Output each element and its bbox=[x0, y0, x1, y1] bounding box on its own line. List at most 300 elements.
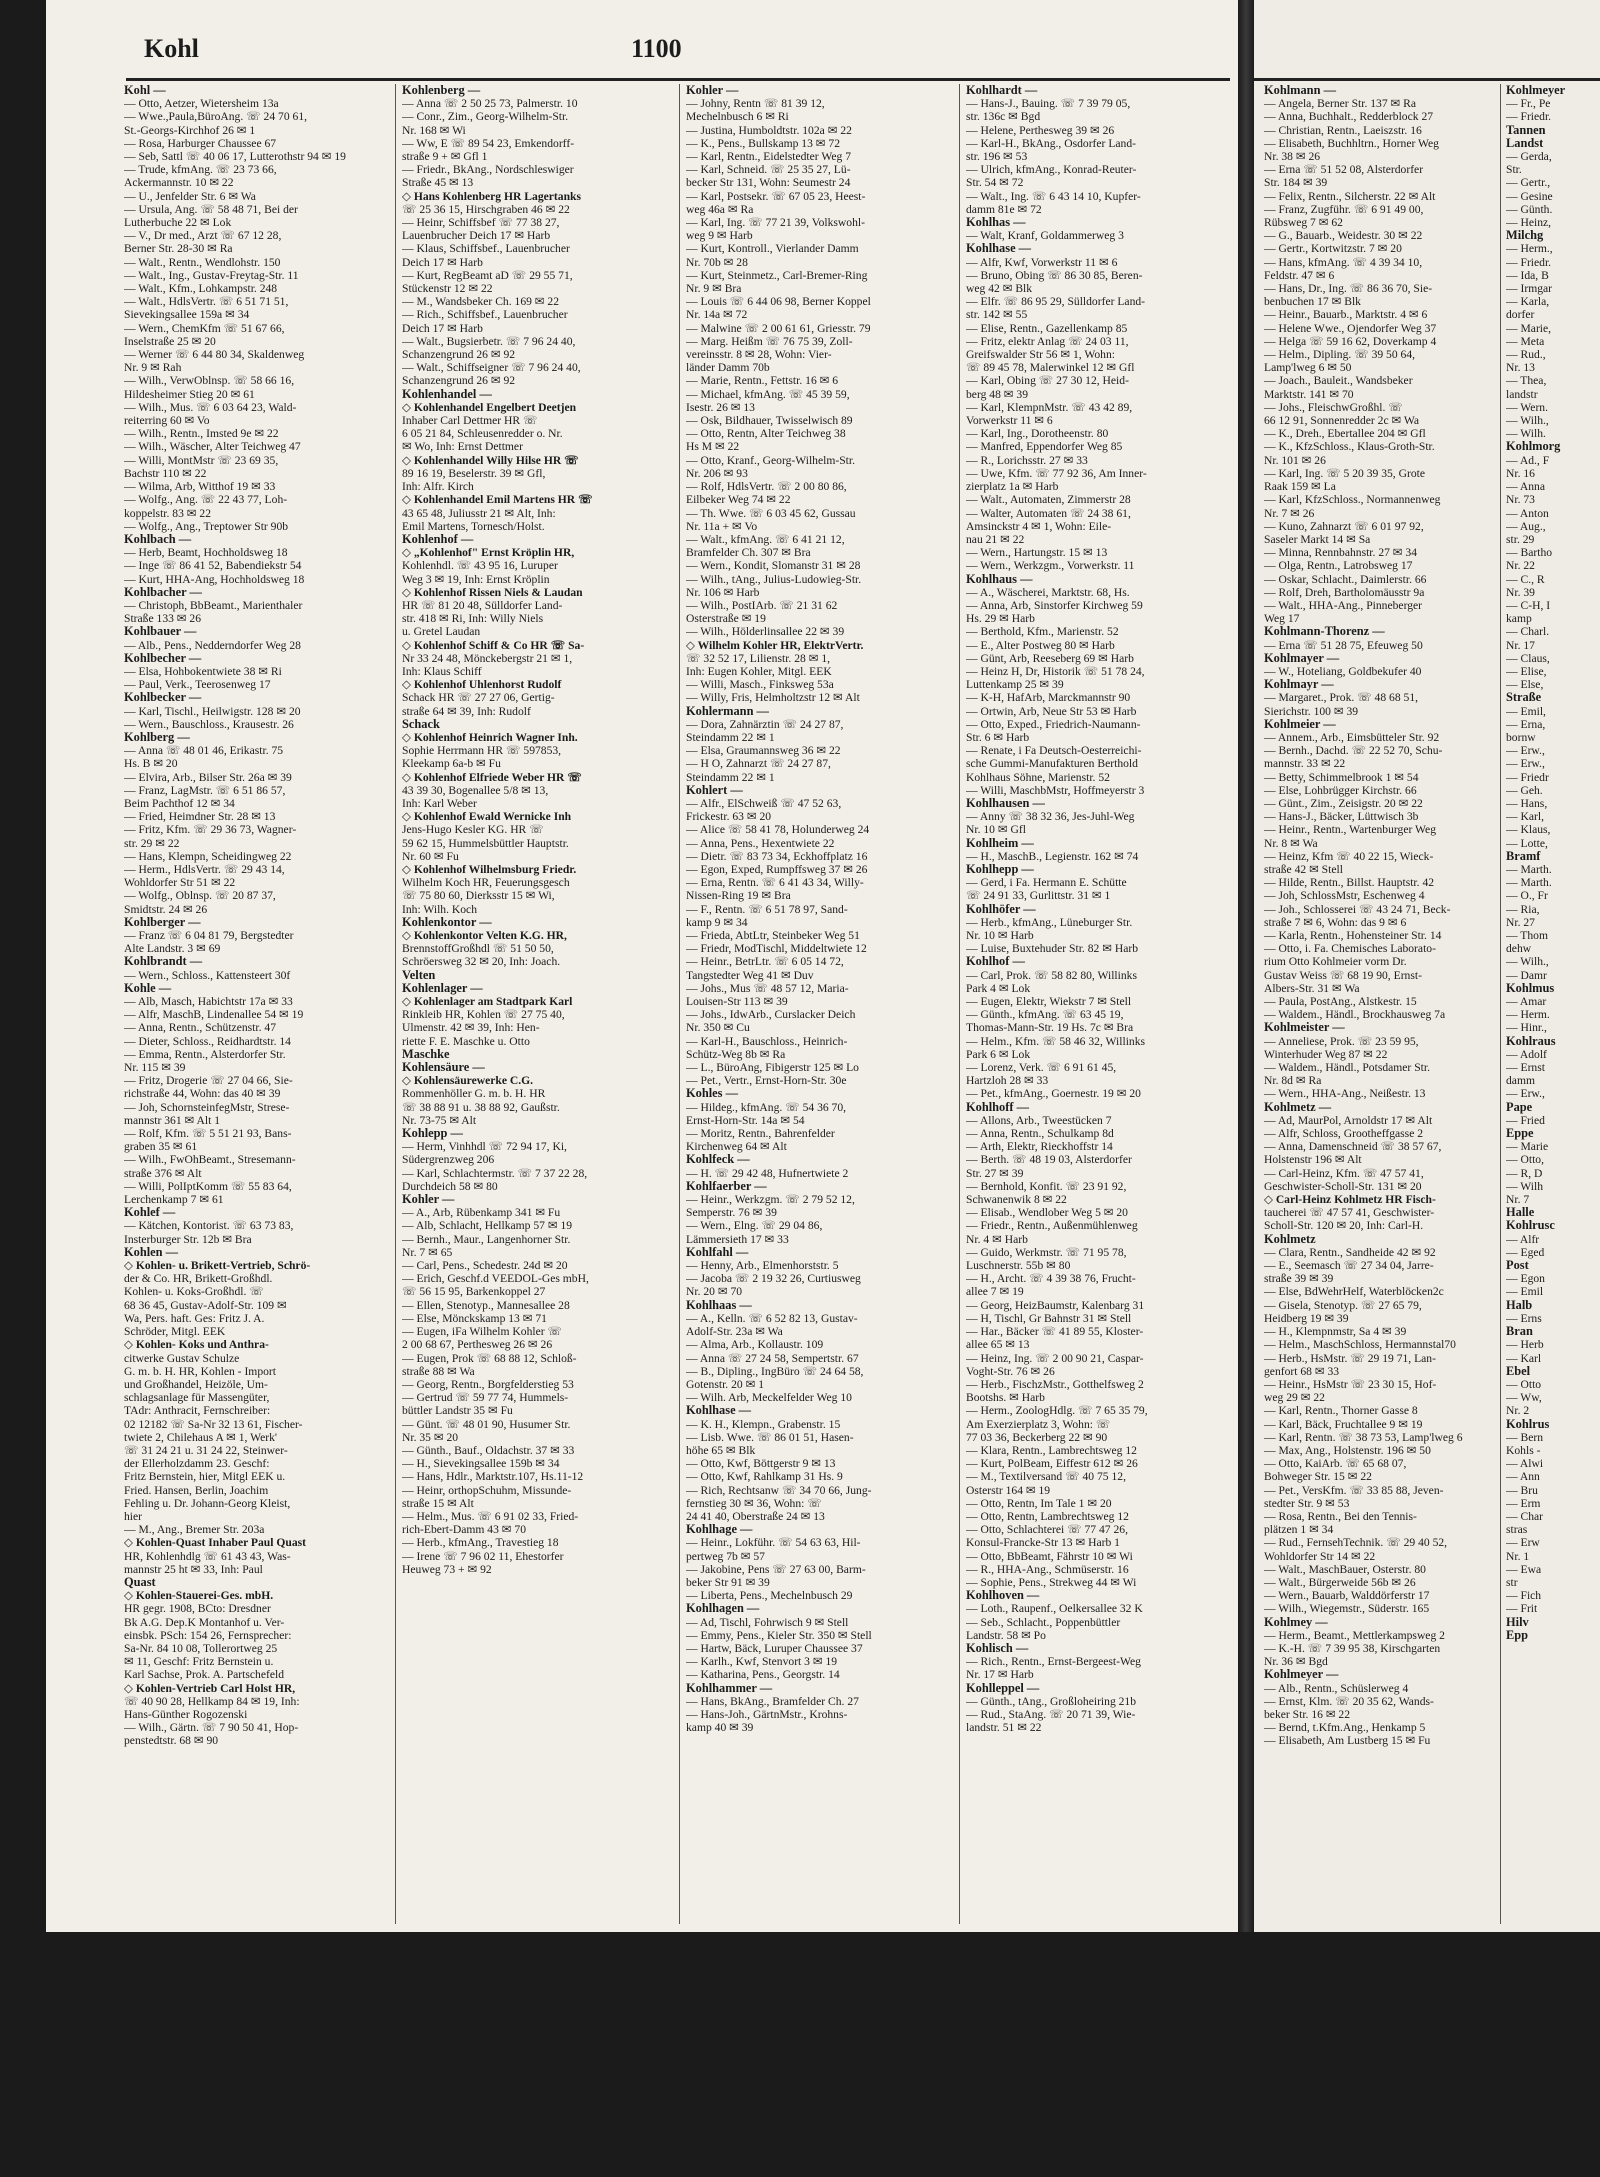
directory-entry: — Else, Lohbrügger Kirchstr. 66 bbox=[1264, 783, 1417, 797]
directory-entry: — Aug., bbox=[1506, 519, 1546, 533]
directory-entry: — Anna, Rentn., Schulkamp 8d bbox=[966, 1127, 1114, 1141]
surname-heading: Kohlfaerber — bbox=[686, 1179, 767, 1193]
directory-entry: — Werner ☏ 6 44 80 34, Skaldenweg bbox=[124, 348, 305, 362]
directory-entry: büttler Landstr 35 ✉ Fu bbox=[402, 1404, 513, 1418]
directory-entry: — Eugen, Prok ☏ 68 88 12, Schloß- bbox=[402, 1351, 577, 1365]
directory-entry: — Ortwin, Arb, Neue Str 53 ✉ Harb bbox=[966, 704, 1137, 718]
surname-heading: Kohlfahl — bbox=[686, 1245, 749, 1259]
directory-entry: ◇ Kohlenhof Heinrich Wagner Inh. bbox=[402, 730, 578, 744]
directory-entry: straße 88 ✉ Wa bbox=[402, 1364, 475, 1378]
directory-entry: Nr. 106 ✉ Harb bbox=[686, 585, 760, 599]
directory-entry: — Gertrud ☏ 59 77 74, Hummels- bbox=[402, 1391, 569, 1405]
directory-entry: — L., BüroAng, Fibigerstr 125 ✉ Lo bbox=[686, 1061, 859, 1075]
directory-entry: weg 29 ✉ 22 bbox=[1264, 1391, 1325, 1405]
directory-entry: — Fried bbox=[1506, 1113, 1545, 1127]
directory-entry: — Hinr., bbox=[1506, 1021, 1547, 1035]
directory-entry: — Heinr., Rentn., Wartenburger Weg bbox=[1264, 823, 1437, 837]
directory-entry: Beim Pachthof 12 ✉ 34 bbox=[124, 796, 235, 810]
directory-entry: TAdr: Anthracit, Fernschreiber: bbox=[124, 1404, 271, 1418]
column-divider bbox=[395, 84, 396, 1924]
directory-entry: — Emma, Rentn., Alsterdorfer Str. bbox=[124, 1047, 286, 1061]
directory-entry: ☏ 38 88 91 u. 38 88 92, Gaußstr. bbox=[402, 1100, 560, 1114]
surname-heading: Kohlhöfer — bbox=[966, 902, 1036, 916]
directory-entry: beker Str. 16 ✉ 22 bbox=[1264, 1707, 1351, 1721]
surname-heading: Kohlbach — bbox=[124, 532, 192, 546]
directory-entry: — Bartho bbox=[1506, 546, 1553, 560]
directory-entry: — Eged bbox=[1506, 1245, 1545, 1259]
directory-entry: kamp 9 ✉ 34 bbox=[686, 915, 748, 929]
directory-entry: berg 48 ✉ 39 bbox=[966, 387, 1028, 401]
directory-entry: und Großhandel, Heizöle, Um- bbox=[124, 1377, 268, 1391]
directory-entry: — Wilh., bbox=[1506, 955, 1549, 969]
directory-entry: Holstenstr 196 ✉ Alt bbox=[1264, 1153, 1362, 1167]
directory-entry: — Otto, Exped., Friedrich-Naumann- bbox=[966, 717, 1141, 731]
directory-entry: straße 7 ✉ 6, Wohn: das 9 ✉ 6 bbox=[1264, 915, 1407, 929]
directory-entry: — Friedr, ModTischl, Middeltwiete 12 bbox=[686, 942, 867, 956]
directory-entry: — Hans, bbox=[1506, 796, 1548, 810]
directory-entry: riette F. E. Maschke u. Otto bbox=[402, 1034, 530, 1048]
directory-entry: Nr. 10 ✉ Harb bbox=[966, 929, 1034, 942]
directory-entry: — Bernd, t.Kfm.Ang., Henkamp 5 bbox=[1264, 1721, 1426, 1735]
directory-entry: — Th. Wwe. ☏ 6 03 45 62, Gussau bbox=[686, 506, 856, 520]
directory-entry: Inh: Wilh. Koch bbox=[402, 902, 477, 916]
directory-entry: Lutherbuche 22 ✉ Lok bbox=[124, 216, 232, 230]
directory-entry: Nr. 7 bbox=[1506, 1193, 1530, 1207]
directory-entry: ◇ Kohlensäurewerke C.G. bbox=[402, 1074, 534, 1088]
directory-entry: — Wern., Elng. ☏ 29 04 86, bbox=[686, 1219, 823, 1233]
directory-entry: Jens-Hugo Kesler KG. HR ☏ bbox=[402, 823, 544, 837]
surname-heading: Kohlbauer — bbox=[124, 625, 197, 639]
directory-entry: Nr. 35 ✉ 20 bbox=[402, 1430, 459, 1444]
surname-heading: Kohlfeck — bbox=[686, 1153, 750, 1167]
directory-entry: — Klara, Rentn., Lambrechtsweg 12 bbox=[966, 1443, 1137, 1457]
directory-entry: — Fr., Pe bbox=[1506, 97, 1551, 111]
directory-entry: — Kurt, Steinmetz., Carl-Bremer-Ring bbox=[686, 268, 868, 282]
directory-entry: — Anna ☏ 48 01 46, Erikastr. 75 bbox=[124, 744, 284, 758]
directory-entry: — Rolf, Kfm. ☏ 5 51 21 93, Bans- bbox=[124, 1127, 292, 1141]
surname-heading: Maschke bbox=[402, 1047, 450, 1061]
directory-entry: pertweg 7b ✉ 57 bbox=[686, 1549, 765, 1563]
directory-entry: — Wilh., bbox=[1506, 414, 1549, 428]
directory-entry: — Heinz H, Dr, Historik ☏ 51 78 24, bbox=[966, 664, 1145, 678]
directory-entry: — Ww, E ☏ 89 54 23, Emkendorff- bbox=[402, 136, 575, 150]
surname-heading: Halle bbox=[1506, 1206, 1535, 1220]
directory-entry: — Wern., Bauschloss., Krausestr. 26 bbox=[124, 717, 294, 731]
directory-entry: Schanzengrund 26 ✉ 92 bbox=[402, 348, 516, 362]
directory-entry: — Trude, kfmAng. ☏ 23 73 66, bbox=[124, 163, 277, 177]
directory-entry: Nr. 8d ✉ Ra bbox=[1264, 1074, 1322, 1088]
directory-entry: — Otto, Rentn, Im Tale 1 ✉ 20 bbox=[966, 1496, 1112, 1510]
surname-heading: Kohlef — bbox=[124, 1206, 176, 1220]
right-page-column-1 bbox=[1264, 84, 1464, 1748]
directory-entry: — Wilh bbox=[1506, 1179, 1544, 1193]
directory-entry: Nr. 39 bbox=[1506, 585, 1535, 599]
directory-entry: — Hans, BkAng., Bramfelder Ch. 27 bbox=[686, 1694, 859, 1708]
directory-entry: — Otto, KaiArb. ☏ 65 68 07, bbox=[1264, 1457, 1407, 1471]
directory-entry: — Ellen, Stenotyp., Mannesallee 28 bbox=[402, 1298, 570, 1312]
directory-entry: — Thea, bbox=[1506, 374, 1547, 388]
directory-entry: Am Exerzierplatz 3, Wohn: ☏ bbox=[966, 1417, 1111, 1431]
directory-entry: — Gertr., Kortwitzstr. 7 ✉ 20 bbox=[1264, 242, 1402, 256]
directory-entry: — Friedr., BkAng., Nordschleswiger bbox=[402, 163, 574, 177]
surname-heading: Kohlmey — bbox=[1264, 1615, 1328, 1629]
directory-entry: — Egon, Exped, Rumpffsweg 37 ✉ 26 bbox=[686, 862, 868, 876]
directory-entry: — A., Wäscherei, Marktstr. 68, Hs. bbox=[966, 585, 1130, 599]
directory-entry: ◇ Kohlenhof Uhlenhorst Rudolf bbox=[402, 678, 562, 692]
directory-entry: — Karl, KfzSchloss., Normannenweg bbox=[1264, 493, 1441, 507]
surname-heading: Kohlenkontor — bbox=[402, 915, 492, 929]
directory-entry: länder Damm 70b bbox=[686, 361, 770, 375]
directory-entry: Nr. 9 ✉ Bra bbox=[686, 282, 742, 296]
directory-entry: — Berth. ☏ 48 19 03, Alsterdorfer bbox=[966, 1153, 1132, 1167]
surname-heading: Kohlmeyer bbox=[1506, 84, 1566, 97]
directory-entry: Fritz Bernstein, hier, Mitgl EEK u. bbox=[124, 1470, 286, 1484]
directory-entry: — Bernh., Dachd. ☏ 22 52 70, Schu- bbox=[1264, 744, 1443, 758]
directory-entry: — Anna, Pens., Hexentwiete 22 bbox=[686, 836, 835, 850]
directory-entry: — Lotte, bbox=[1506, 836, 1548, 850]
directory-entry: dorfer bbox=[1506, 308, 1535, 322]
directory-entry: — Alfr, Kwf, Vorwerkstr 11 ✉ 6 bbox=[966, 255, 1118, 269]
directory-entry: ◇ Kohlen-Stauerei-Ges. mbH. bbox=[124, 1589, 274, 1603]
directory-entry: — Lorenz, Verk. ☏ 6 91 61 45, bbox=[966, 1061, 1117, 1075]
directory-entry: Rommenhöller G. m. b. H. HR bbox=[402, 1087, 546, 1101]
directory-entry: Feldstr. 47 ✉ 6 bbox=[1264, 268, 1335, 282]
directory-entry: G. m. b. H. HR, Kohlen - Import bbox=[124, 1364, 276, 1378]
directory-entry: — Otto, i. Fa. Chemisches Laborato- bbox=[1264, 942, 1436, 956]
directory-entry: — Wilh., Wäscher, Alter Teichweg 47 bbox=[124, 440, 301, 454]
directory-entry: — Helm., Mus. ☏ 6 91 02 33, Fried- bbox=[402, 1509, 579, 1523]
surname-heading: Kohlbacher — bbox=[124, 585, 202, 599]
directory-entry: ◇ Kohlenhandel Willy Hilse HR ☏ bbox=[402, 453, 579, 467]
surname-heading: Epp bbox=[1506, 1628, 1529, 1642]
directory-entry: — Inge ☏ 86 41 52, Babendiekstr 54 bbox=[124, 559, 302, 573]
surname-heading: Kohlenhof — bbox=[402, 532, 474, 546]
directory-entry: — Wolfg., Ang., Treptower Str 90b bbox=[124, 519, 289, 533]
directory-entry: — Minna, Rennbahnstr. 27 ✉ 34 bbox=[1264, 546, 1418, 560]
directory-entry: Nr. 70b ✉ 28 bbox=[686, 255, 748, 269]
directory-entry: 89 16 19, Beselerstr. 39 ✉ Gfl, bbox=[402, 466, 546, 480]
directory-entry: — K., Dreh., Ebertallee 204 ✉ Gfl bbox=[1264, 427, 1426, 441]
directory-entry: — Karlh., Kwf, Stenvort 3 ✉ 19 bbox=[686, 1655, 838, 1669]
directory-entry: — Erw., bbox=[1506, 757, 1545, 771]
directory-column-4 bbox=[966, 84, 1231, 1734]
directory-entry: Smidtstr. 24 ✉ 26 bbox=[124, 902, 208, 916]
directory-entry: — Walt., HdlsVertr. ☏ 6 51 71 51, bbox=[124, 295, 289, 309]
directory-entry: 24 41 40, Oberstraße 24 ✉ 13 bbox=[686, 1509, 825, 1523]
directory-entry: — Dora, Zahnärztin ☏ 24 27 87, bbox=[686, 717, 844, 731]
directory-entry: — Karl, Rentn., Thorner Gasse 8 bbox=[1264, 1404, 1418, 1418]
directory-entry: — Karla, bbox=[1506, 295, 1550, 309]
directory-entry: — Wern., Kondit, Slomanstr 31 ✉ 28 bbox=[686, 559, 861, 573]
directory-entry: — Malwine ☏ 2 00 61 61, Griesstr. 79 bbox=[686, 321, 871, 335]
directory-entry: — Karl, Ing. ☏ 77 21 39, Volkswohl- bbox=[686, 216, 865, 230]
header-rule bbox=[126, 78, 1230, 81]
surname-heading: Kohlmeyer — bbox=[1264, 1668, 1339, 1682]
directory-entry: — Helga ☏ 59 16 62, Doverkamp 4 bbox=[1264, 334, 1437, 348]
directory-entry: — C., R bbox=[1506, 572, 1545, 586]
directory-entry: — Kurt, PolBeam, Eiffestr 612 ✉ 26 bbox=[966, 1457, 1138, 1471]
directory-entry: — Karl, Postsekr. ☏ 67 05 23, Heest- bbox=[686, 189, 866, 203]
directory-entry: — Herb., HsMstr. ☏ 29 19 71, Lan- bbox=[1264, 1351, 1436, 1365]
directory-entry: Fried. Hansen, Berlin, Joachim bbox=[124, 1483, 269, 1497]
directory-entry: — Erm bbox=[1506, 1496, 1541, 1510]
directory-entry: Nr. 206 ✉ 93 bbox=[686, 466, 748, 480]
directory-entry: rich-Ebert-Damm 43 ✉ 70 bbox=[402, 1523, 527, 1537]
directory-entry: — E., Alter Postweg 80 ✉ Harb bbox=[966, 638, 1115, 652]
directory-entry: — Moritz, Rentn., Bahrenfelder bbox=[686, 1127, 835, 1141]
directory-entry: — Conr., Zim., Georg-Wilhelm-Str. bbox=[402, 110, 569, 124]
directory-entry: Kirchenweg 64 ✉ Alt bbox=[686, 1140, 787, 1154]
directory-entry: — Erna ☏ 51 52 08, Alsterdorfer bbox=[1264, 163, 1424, 177]
surname-heading: Kohlmetz — bbox=[1264, 1100, 1332, 1114]
directory-entry: Lamp'lweg 6 ✉ 50 bbox=[1264, 361, 1352, 375]
directory-entry: Nr. 4 ✉ Harb bbox=[966, 1232, 1028, 1246]
directory-entry: — Pet., VersKfm. ☏ 33 85 88, Jeven- bbox=[1264, 1483, 1444, 1497]
directory-entry: der Ellerholzdamm 23. Geschf: bbox=[124, 1457, 270, 1471]
directory-entry: — H., Archt. ☏ 4 39 38 76, Frucht- bbox=[966, 1272, 1136, 1286]
directory-entry: — Johny, Rentn ☏ 81 39 12, bbox=[686, 97, 825, 111]
directory-entry: — Erna, bbox=[1506, 717, 1546, 731]
directory-entry: — Rolf, HdlsVertr. ☏ 2 00 80 86, bbox=[686, 480, 847, 494]
directory-entry: — Wilh., VerwOblnsp. ☏ 58 66 16, bbox=[124, 374, 295, 388]
directory-entry: Park 6 ✉ Lok bbox=[966, 1047, 1031, 1061]
directory-entry: Nr. 17 ✉ Harb bbox=[966, 1668, 1034, 1682]
directory-entry: Steindamm 22 ✉ 1 bbox=[686, 730, 775, 744]
directory-entry: Schröersweg 32 ✉ 20, Inh: Joach. bbox=[402, 955, 561, 969]
directory-entry: — Gerd, i Fa. Hermann E. Schütte bbox=[966, 876, 1127, 890]
directory-entry: — A., Arb, Rübenkamp 341 ✉ Fu bbox=[402, 1206, 561, 1220]
directory-entry: Wilhelm Koch HR, Feuerungsgesch bbox=[402, 876, 570, 890]
directory-entry: Hs. B ✉ 20 bbox=[124, 757, 178, 771]
directory-entry: — Eugen, Elektr, Wiekstr 7 ✉ Stell bbox=[966, 995, 1132, 1009]
surname-heading: Kohlheim — bbox=[966, 836, 1034, 850]
directory-entry: — Otto, Kwf, Böttgerstr 9 ✉ 13 bbox=[686, 1457, 836, 1471]
directory-entry: Nr. 27 bbox=[1506, 915, 1535, 929]
directory-entry: — Ann bbox=[1506, 1470, 1540, 1484]
surname-heading: Kohlenberg — bbox=[402, 84, 481, 97]
directory-entry: Kohlenhdl. ☏ 43 95 16, Luruper bbox=[402, 559, 558, 573]
surname-heading: Kohlleppel — bbox=[966, 1681, 1040, 1695]
directory-entry: — Rich., Rentn., Ernst-Bergeest-Weg bbox=[966, 1655, 1141, 1669]
directory-entry: — Klaus, Schiffsbef., Lauenbrucher bbox=[402, 242, 570, 256]
directory-entry: — Karl, bbox=[1506, 810, 1544, 824]
directory-entry: — B., Dipling., IngBüro ☏ 24 64 58, bbox=[686, 1364, 864, 1378]
directory-entry: Nr. 17 bbox=[1506, 638, 1535, 652]
directory-entry: — Marie, bbox=[1506, 321, 1552, 335]
directory-entry: — Heinr., Werkzgm. ☏ 2 79 52 12, bbox=[686, 1193, 855, 1207]
directory-entry: Hs M ✉ 22 bbox=[686, 440, 740, 454]
directory-entry: — Heinr., BetrLtr. ☏ 6 05 14 72, bbox=[686, 955, 844, 969]
directory-entry: — Otto, BbBeamt, Fährstr 10 ✉ Wi bbox=[966, 1549, 1133, 1563]
directory-entry: — Wilh. bbox=[1506, 427, 1546, 441]
directory-entry: — U., Jenfelder Str. 6 ✉ Wa bbox=[124, 189, 256, 203]
directory-entry: zierplatz 1a ✉ Harb bbox=[966, 480, 1059, 494]
directory-entry: — Erna ☏ 51 28 75, Efeuweg 50 bbox=[1264, 638, 1423, 652]
directory-entry: str. 29 bbox=[1506, 532, 1535, 546]
directory-entry: — Friedr. bbox=[1506, 255, 1552, 269]
surname-heading: Kohlhardt — bbox=[966, 84, 1038, 97]
directory-entry: — Walt., Automaten, Zimmerstr 28 bbox=[966, 493, 1131, 507]
directory-entry: — Anna, Arb, Sinstorfer Kirchweg 59 bbox=[966, 598, 1143, 612]
directory-entry: — Herm., ZoologHdlg. ☏ 7 65 35 79, bbox=[966, 1404, 1148, 1418]
directory-entry: Straße 45 ✉ 13 bbox=[402, 176, 474, 190]
directory-entry: — Wilh., Hölderlinsallee 22 ✉ 39 bbox=[686, 625, 845, 639]
directory-entry: Sierichstr. 100 ✉ 39 bbox=[1264, 704, 1359, 718]
directory-entry: ☏ 75 80 60, Dierksstr 15 ✉ Wi, bbox=[402, 889, 555, 903]
directory-entry: — Rolf, Dreh, Bartholomäusstr 9a bbox=[1264, 585, 1425, 599]
surname-heading: Kohlhase — bbox=[686, 1404, 752, 1418]
directory-entry: — Else, bbox=[1506, 678, 1544, 692]
directory-entry: 43 39 30, Bogenallee 5/8 ✉ 13, bbox=[402, 783, 549, 797]
directory-entry: — Wilh. Arb, Meckelfelder Weg 10 bbox=[686, 1391, 852, 1405]
directory-entry: — Claus, bbox=[1506, 651, 1550, 665]
surname-heading: Kohlen — bbox=[124, 1245, 179, 1259]
directory-entry: — Henny, Arb., Elmenhorststr. 5 bbox=[686, 1259, 839, 1273]
directory-entry: Scholl-Str. 120 ✉ 20, Inh: Carl-H. bbox=[1264, 1219, 1424, 1233]
directory-entry: — Fritz, elektr Anlag ☏ 24 03 11, bbox=[966, 334, 1129, 348]
directory-entry: — Anna ☏ 27 24 58, Sempertstr. 67 bbox=[686, 1351, 859, 1365]
directory-entry: — Ad, Tischl, Fohrwisch 9 ✉ Stell bbox=[686, 1615, 849, 1629]
directory-entry: — Ida, B bbox=[1506, 268, 1549, 282]
directory-entry: ☏ 25 36 15, Hirschgraben 46 ✉ 22 bbox=[402, 202, 570, 216]
directory-entry: ◇ Carl-Heinz Kohlmetz HR Fisch- bbox=[1264, 1193, 1436, 1207]
directory-entry: straße 376 ✉ Alt bbox=[124, 1166, 202, 1180]
directory-entry: Adolf-Str. 23a ✉ Wa bbox=[686, 1325, 783, 1339]
directory-entry: — R, D bbox=[1506, 1166, 1543, 1180]
directory-entry: Frickestr. 63 ✉ 20 bbox=[686, 810, 772, 824]
directory-entry: becker Str 131, Wohn: Seumestr 24 bbox=[686, 176, 851, 190]
directory-entry: ◇ Kohlenhandel Emil Martens HR ☏ bbox=[402, 493, 593, 507]
surname-heading: Kohles — bbox=[686, 1087, 738, 1101]
directory-entry: ☏ 31 24 21 u. 31 24 22, Steinwer- bbox=[124, 1443, 288, 1457]
directory-entry: — Klaus, bbox=[1506, 823, 1551, 837]
directory-entry: — Hans, kfmAng. ☏ 4 39 34 10, bbox=[1264, 255, 1423, 269]
directory-entry: — Willi, Masch., Finksweg 53a bbox=[686, 678, 834, 692]
directory-entry: Gustav Weiss ☏ 68 19 90, Ernst- bbox=[1264, 968, 1422, 982]
directory-entry: — Elsa, Graumannsweg 36 ✉ 22 bbox=[686, 744, 841, 758]
directory-entry: weg 42 ✉ Blk bbox=[966, 282, 1033, 296]
directory-entry: — Walt., kfmAng. ☏ 6 41 21 12, bbox=[686, 532, 845, 546]
directory-entry: — Hans-Joh., GärtnMstr., Krohns- bbox=[686, 1707, 848, 1721]
directory-entry: — Katharina, Pens., Georgstr. 14 bbox=[686, 1668, 840, 1682]
directory-entry: Stückenstr 12 ✉ 22 bbox=[402, 282, 493, 296]
directory-entry: — Günth., tAng., Großloheiring 21b bbox=[966, 1694, 1137, 1708]
directory-entry: — Wilh., Rentn., Imsted 9e ✉ 22 bbox=[124, 427, 279, 441]
directory-entry: Straße 133 ✉ 26 bbox=[124, 612, 202, 626]
directory-entry: — Anna, Damenschneid ☏ 38 57 67, bbox=[1264, 1140, 1442, 1154]
directory-entry: — Kurt, Kontroll., Vierlander Damm bbox=[686, 242, 859, 256]
directory-entry: Sievekingsallee 159a ✉ 34 bbox=[124, 308, 250, 322]
surname-heading: Kohlhaas — bbox=[686, 1298, 752, 1312]
directory-entry: — Alb, Schlacht, Hellkamp 57 ✉ 19 bbox=[402, 1219, 573, 1233]
surname-heading: Halb bbox=[1506, 1298, 1533, 1312]
surname-heading: Kohlert — bbox=[686, 783, 743, 797]
directory-entry: — Joh, SchlossMstr, Eschenweg 4 bbox=[1264, 889, 1425, 903]
directory-entry: — Damr bbox=[1506, 968, 1547, 982]
directory-entry: ☏ 24 91 33, Gurlittstr. 31 ✉ 1 bbox=[966, 889, 1111, 903]
directory-entry: — Wilh., FwOhBeamt., Stresemann- bbox=[124, 1153, 296, 1167]
directory-entry: — Herm, Vinhhdl ☏ 72 94 17, Ki, bbox=[402, 1140, 567, 1154]
directory-entry: schlagsanlage für Massengüter, bbox=[124, 1391, 270, 1405]
directory-entry: — Erns bbox=[1506, 1311, 1542, 1325]
surname-heading: Post bbox=[1506, 1259, 1529, 1273]
surname-heading: Kohlenhandel — bbox=[402, 387, 492, 401]
directory-entry: 59 62 15, Hummelsbüttler Hauptstr. bbox=[402, 836, 569, 850]
surname-heading: Kohlberg — bbox=[124, 730, 190, 744]
directory-entry: — Franz, LagMstr. ☏ 6 51 86 57, bbox=[124, 783, 286, 797]
directory-entry: — Frieda, AbtLtr, Steinbeker Weg 51 bbox=[686, 929, 860, 942]
directory-entry: Schack HR ☏ 27 27 06, Gertig- bbox=[402, 691, 555, 705]
directory-entry: Nr. 16 bbox=[1506, 466, 1535, 480]
directory-entry: — Ria, bbox=[1506, 902, 1540, 916]
directory-entry: — Lisb. Wwe. ☏ 86 01 51, Hasen- bbox=[686, 1430, 854, 1444]
surname-heading: Kohlhepp — bbox=[966, 862, 1034, 876]
directory-entry: Bohweger Str. 15 ✉ 22 bbox=[1264, 1470, 1372, 1484]
directory-entry: taucherei ☏ 47 57 41, Geschwister- bbox=[1264, 1206, 1435, 1220]
directory-entry: Sophie Herrmann HR ☏ 597853, bbox=[402, 744, 562, 758]
directory-entry: Nr. 20 ✉ 70 bbox=[686, 1285, 743, 1299]
directory-entry: Eilbeker Weg 74 ✉ 22 bbox=[686, 493, 791, 507]
directory-entry: Raak 159 ✉ La bbox=[1264, 480, 1336, 494]
directory-entry: twiete 2, Chilehaus A ✉ 1, Werk' bbox=[124, 1430, 277, 1444]
directory-entry: einsbk. PSch: 154 26, Fernsprecher: bbox=[124, 1628, 292, 1642]
directory-entry: penstedtstr. 68 ✉ 90 bbox=[124, 1734, 219, 1748]
directory-entry: ◇ Kohlenhof Rissen Niels & Laudan bbox=[402, 585, 583, 599]
surname-heading: Tannen bbox=[1506, 123, 1546, 137]
directory-entry: — K. H., Klempn., Grabenstr. 15 bbox=[686, 1417, 841, 1431]
directory-entry: — K., KfzSchloss., Klaus-Groth-Str. bbox=[1264, 440, 1435, 454]
directory-entry: — Else, BdWehrHelf, Waterblöcken2c bbox=[1264, 1285, 1444, 1299]
directory-entry: St.-Georgs-Kirchhof 26 ✉ 1 bbox=[124, 123, 256, 137]
directory-entry: — A., Kelln. ☏ 6 52 82 13, Gustav- bbox=[686, 1311, 858, 1325]
directory-entry: sche Gummi-Manufakturen Berthold bbox=[966, 757, 1138, 771]
directory-entry: — Emil, bbox=[1506, 704, 1546, 718]
directory-entry: Ernst-Horn-Str. 14a ✉ 54 bbox=[686, 1113, 805, 1127]
directory-entry: Nr. 350 ✉ Cu bbox=[686, 1021, 750, 1035]
directory-entry: — Karl, Ing., Dorotheenstr. 80 bbox=[966, 427, 1109, 441]
surname-heading: Straße bbox=[1506, 691, 1542, 705]
directory-entry: — Guido, Werkmstr. ☏ 71 95 78, bbox=[966, 1245, 1127, 1259]
directory-entry: Nr. 60 ✉ Fu bbox=[402, 849, 459, 863]
directory-entry: Nr. 38 ✉ 26 bbox=[1264, 150, 1321, 164]
surname-heading: Kohl — bbox=[124, 84, 166, 97]
directory-entry: — Michael, kfmAng. ☏ 45 39 59, bbox=[686, 387, 850, 401]
directory-entry: — Wolfg., Oblnsp. ☏ 20 87 37, bbox=[124, 889, 276, 903]
directory-entry: Hs. 29 ✉ Harb bbox=[966, 612, 1035, 626]
directory-entry: — Waldem., Händl., Potsdamer Str. bbox=[1264, 1061, 1430, 1075]
directory-entry: — Hans, Hdlr., Marktstr.107, Hs.11-12 bbox=[402, 1470, 584, 1484]
directory-entry: — Karl, Tischl., Heilwigstr. 128 ✉ 20 bbox=[124, 704, 301, 718]
directory-entry: — Günt. ☏ 48 01 90, Husumer Str. bbox=[402, 1417, 571, 1431]
directory-entry: — Eugen, iFa Wilhelm Kohler ☏ bbox=[402, 1325, 563, 1339]
directory-entry: Park 4 ✉ Lok bbox=[966, 981, 1031, 995]
directory-entry: — Wern., Werkzgm., Vorwerkstr. 11 bbox=[966, 559, 1135, 573]
directory-entry: — Bernhold, Konfit. ☏ 23 91 92, bbox=[966, 1179, 1127, 1193]
directory-entry: — Egon bbox=[1506, 1272, 1545, 1286]
directory-entry: — G., Bauarb., Weidestr. 30 ✉ 22 bbox=[1264, 229, 1423, 243]
directory-entry: — Heinz, Ing. ☏ 2 00 90 21, Caspar- bbox=[966, 1351, 1144, 1365]
directory-entry: — Walt., HHA-Ang., Pinneberger bbox=[1264, 598, 1423, 612]
directory-entry: 6 05 21 84, Schleusenredder o. Nr. bbox=[402, 427, 563, 441]
directory-entry: ☏ 56 15 95, Barkenkoppel 27 bbox=[402, 1285, 546, 1299]
directory-entry: rium Otto Kohlmeier vorm Dr. bbox=[1264, 955, 1407, 969]
directory-entry: graben 35 ✉ 61 bbox=[124, 1140, 198, 1154]
surname-heading: Kohlhoven — bbox=[966, 1589, 1040, 1603]
surname-heading: Kohlbecher — bbox=[124, 651, 202, 665]
page-number: 1100 bbox=[631, 34, 682, 63]
surname-heading: Bramf bbox=[1506, 849, 1541, 863]
surname-heading: Kohlhof — bbox=[966, 955, 1025, 969]
